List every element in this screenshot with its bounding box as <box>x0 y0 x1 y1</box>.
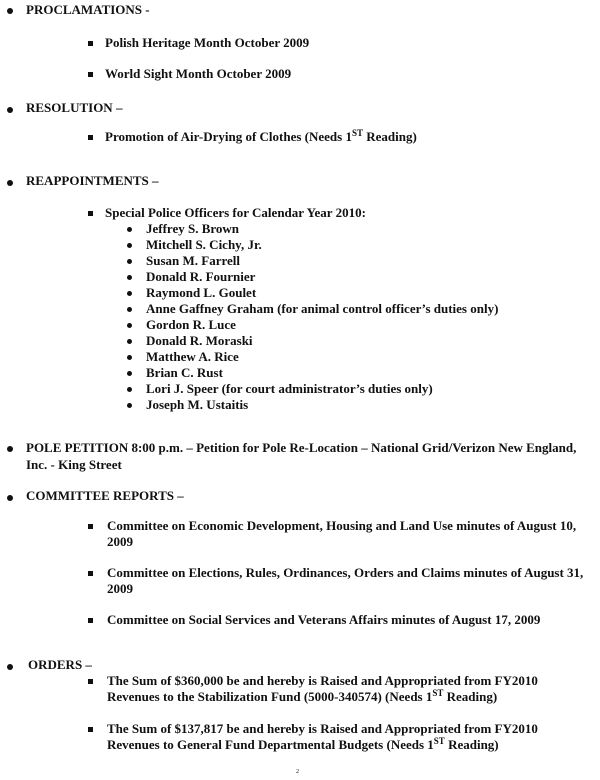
order-tail: Reading) <box>443 689 498 704</box>
name-bullet <box>127 275 132 280</box>
superscript: ST <box>433 736 445 746</box>
item-bullet <box>88 135 93 140</box>
officer-name: Susan M. Farrell <box>146 253 241 268</box>
resolution-heading: RESOLUTION – <box>26 100 123 115</box>
name-bullet <box>127 227 132 232</box>
order-item-line1: The Sum of $360,000 be and hereby is Raised and Appropriated from FY2010 <box>107 673 538 688</box>
officer-name: Donald R. Fournier <box>146 269 256 284</box>
officer-name: Gordon R. Luce <box>146 317 236 332</box>
officer-name: Brian C. Rust <box>146 365 223 380</box>
proclamations-heading: PROCLAMATIONS - <box>26 2 150 17</box>
resolution-item-tail: Reading) <box>362 129 417 144</box>
officer-name: Donald R. Moraski <box>146 333 253 348</box>
order-item-line2 <box>107 737 499 753</box>
resolution-item <box>105 129 417 145</box>
reappointments-heading: REAPPOINTMENTS – <box>26 173 159 188</box>
item-bullet <box>88 727 93 732</box>
item-bullet <box>88 524 93 529</box>
item-bullet <box>88 571 93 576</box>
item-bullet <box>88 211 93 216</box>
section-bullet <box>7 180 13 186</box>
officer-name: Anne Gaffney Graham (for animal control officer’s duties only) <box>146 301 499 316</box>
reappointments-item: Special Police Officers for Calendar Year 2010: <box>105 205 366 220</box>
committee-report-item: Committee on Economic Development, Housing and Land Use minutes of August 10, 2009 <box>107 518 577 549</box>
item-bullet <box>88 679 93 684</box>
officer-name: Matthew A. Rice <box>146 349 239 364</box>
order-text: Revenues to the Stabilization Fund (5000-340574) (Needs 1 <box>107 689 433 704</box>
proclamation-item: Polish Heritage Month October 2009 <box>105 35 310 50</box>
pole-petition-line1: POLE PETITION 8:00 p.m. – Petition for Pole Re-Location – National Grid/Verizon New England, <box>26 440 577 455</box>
name-bullet <box>127 403 132 408</box>
name-bullet <box>127 259 132 264</box>
officer-name: Jeffrey S. Brown <box>146 221 240 236</box>
committee-report-item: Committee on Elections, Rules, Ordinances, Orders and Claims minutes of August 31, 2009 <box>107 565 584 596</box>
officer-name: Joseph M. Ustaitis <box>146 397 249 412</box>
section-bullet <box>7 8 13 14</box>
name-bullet <box>127 243 132 248</box>
superscript: ST <box>351 128 363 138</box>
name-bullet <box>127 291 132 296</box>
section-bullet <box>7 664 13 670</box>
committee-reports-heading: COMMITTEE REPORTS – <box>26 488 184 503</box>
name-bullet <box>127 339 132 344</box>
item-bullet <box>88 72 93 77</box>
orders-heading: ORDERS – <box>28 657 92 672</box>
name-bullet <box>127 307 132 312</box>
item-bullet <box>88 41 93 46</box>
officer-name: Raymond L. Goulet <box>146 285 257 300</box>
name-bullet <box>127 371 132 376</box>
name-bullet <box>127 355 132 360</box>
section-bullet <box>7 446 13 452</box>
order-tail: Reading) <box>444 737 499 752</box>
committee-report-item: Committee on Social Services and Veterans Affairs minutes of August 17, 2009 <box>107 612 541 627</box>
proclamation-item: World Sight Month October 2009 <box>105 66 292 81</box>
resolution-item-text: Promotion of Air-Drying of Clothes (Needs 1 <box>105 129 352 144</box>
order-item-line2 <box>107 689 497 705</box>
officer-name: Lori J. Speer (for court administrator’s duties only) <box>146 381 433 396</box>
section-bullet <box>7 107 13 113</box>
name-bullet <box>127 387 132 392</box>
superscript: ST <box>432 688 444 698</box>
order-item-line1: The Sum of $137,817 be and hereby is Raised and Appropriated from FY2010 <box>107 721 538 736</box>
order-text: Revenues to General Fund Departmental Budgets (Needs 1 <box>107 737 434 752</box>
name-bullet <box>127 323 132 328</box>
officer-name: Mitchell S. Cichy, Jr. <box>146 237 262 252</box>
pole-petition-line2: Inc. - King Street <box>26 457 122 472</box>
item-bullet <box>88 618 93 623</box>
section-bullet <box>7 495 13 501</box>
page-number: 2 <box>296 769 299 775</box>
